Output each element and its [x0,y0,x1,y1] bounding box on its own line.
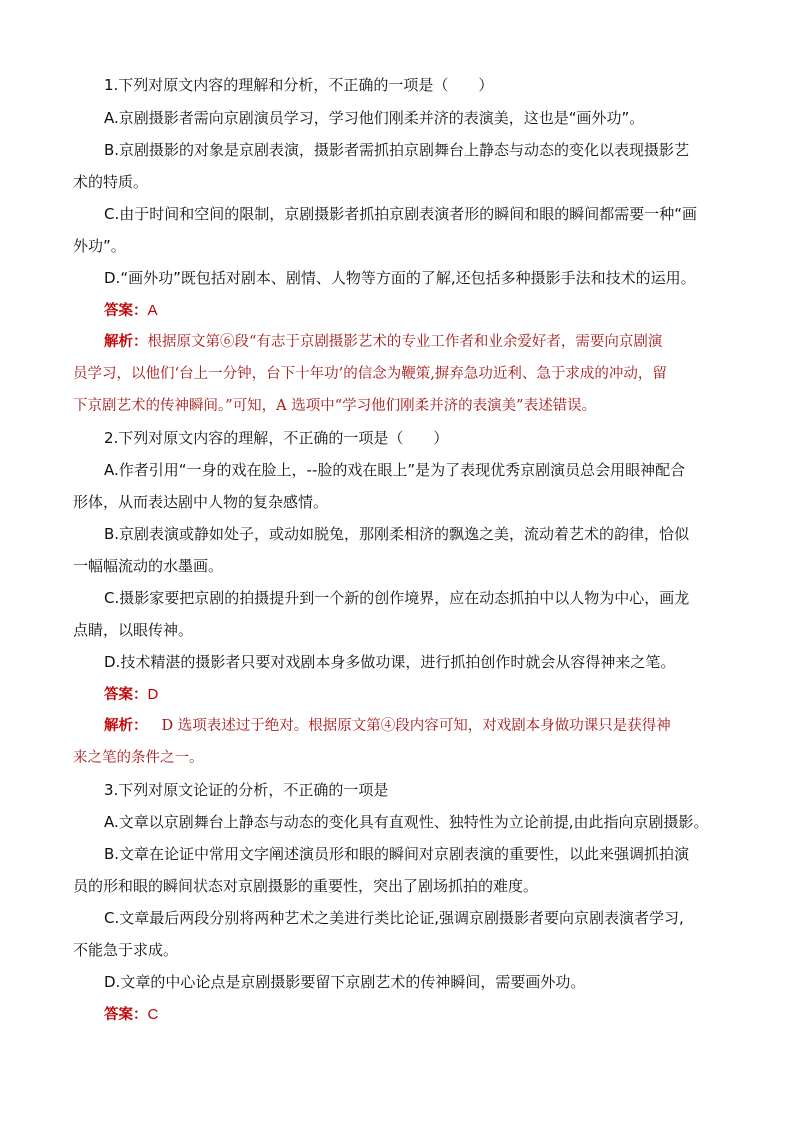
q1-answer [104,300,158,321]
q3-option-c-line2: 不能急于求成。 [73,941,179,959]
q1-option-b-line2: 术的特质。 [73,173,149,191]
q2-option-c-line2: 点睛，以眼传神。 [73,621,194,639]
q2-analysis-text1: D 选项表述过于绝对。根据原文第④段内容可知，对戏剧本身做功课只是获得神 [161,718,671,734]
q3-option-b-line2: 员的形和眼的瞬间状态对京剧摄影的重要性，突出了剧场抓拍的难度。 [73,877,539,895]
q1-answer-label: 答案： [104,302,148,319]
q3-answer [104,1004,158,1025]
q2-option-b-line1: B.京剧表演或静如处子，或动如脱兔，那刚柔相济的飘逸之美，流动着艺术的韵律，恰似 [104,525,690,543]
q3-option-a: A.文章以京剧舞台上静态与动态的变化具有直观性、独特性为立论前提,由此指向京剧摄影。 [104,813,709,831]
q2-option-a-line2: 形体，从而表达剧中人物的复杂感情。 [73,493,329,511]
q2-option-a-line1: A.作者引用“一身的戏在脸上，--脸的戏在眼上”是为了表现优秀京剧演员总会用眼神配合 [104,461,686,479]
q1-option-b-line1: B.京剧摄影的对象是京剧表演，摄影者需抓拍京剧舞台上静态与动态的变化以表现摄影艺 [104,141,690,159]
q1-option-c-line1: C.由于时间和空间的限制，京剧摄影者抓拍京剧表演者形的瞬间和眼的瞬间都需要一种“画 [104,205,698,223]
q1-option-a: A.京剧摄影者需向京剧演员学习，学习他们刚柔并济的表演美，这也是“画外功”。 [104,109,645,127]
q3-option-c-line1: C.文章最后两段分别将两种艺术之美进行类比论证,强调京剧摄影者要向京剧表演者学习, [104,909,684,927]
q2-analysis-line1 [104,716,671,736]
q1-analysis-line2: 员学习，以他们‘台上一分钟，台下十年功’的信念为鞭策,摒弃急功近利、急于求成的冲动，留 [73,366,667,382]
q3-option-b-line1: B.文章在论证中常用文字阐述演员形和眼的瞬间对京剧表演的重要性，以此来强调抓拍演 [104,845,690,863]
q2-option-c-line1: C.摄影家要把京剧的拍摄提升到一个新的创作境界，应在动态抓拍中以人物为中心，画龙 [104,589,690,607]
q2-option-d: D.技术精湛的摄影者只要对戏剧本身多做功课，进行抓拍创作时就会从容得神来之笔。 [104,653,676,671]
q2-stem: 2.下列对原文内容的理解，不正确的一项是（ ） [104,429,449,447]
q3-option-d: D.文章的中心论点是京剧摄影要留下京剧艺术的传神瞬间，需要画外功。 [104,973,586,991]
q3-stem: 3.下列对原文论证的分析，不正确的一项是 [104,781,389,799]
q2-analysis-label: 解析： [104,717,148,734]
q2-answer-value: D [147,686,159,703]
q1-analysis-label: 解析： [104,333,148,350]
q1-answer-value: A [147,302,158,319]
q1-analysis-text1: 根据原文第⑥段“有志于京剧摄影艺术的专业工作者和业余爱好者，需要向京剧演 [147,334,663,350]
q2-option-b-line2: 一幅幅流动的水墨画。 [73,557,224,575]
q1-analysis-line3: 下京剧艺术的传神瞬间。”可知，A 选项中“学习他们刚柔并济的表演美”表述错误。 [73,398,597,414]
q3-answer-label: 答案： [104,1006,148,1023]
q2-answer [104,684,158,705]
q2-answer-label: 答案： [104,686,148,703]
q1-stem: 1.下列对原文内容的理解和分析，不正确的一项是（ ） [104,76,494,94]
q1-option-c-line2: 外功”。 [73,237,126,255]
q2-analysis-line2: 来之笔的条件之一。 [73,750,204,766]
q1-analysis-line1 [104,332,662,352]
q1-option-d: D.“画外功”既包括对剧本、剧情、人物等方面的了解,还包括多种摄影手法和技术的运用。 [104,269,696,287]
q3-answer-value: C [147,1006,159,1023]
